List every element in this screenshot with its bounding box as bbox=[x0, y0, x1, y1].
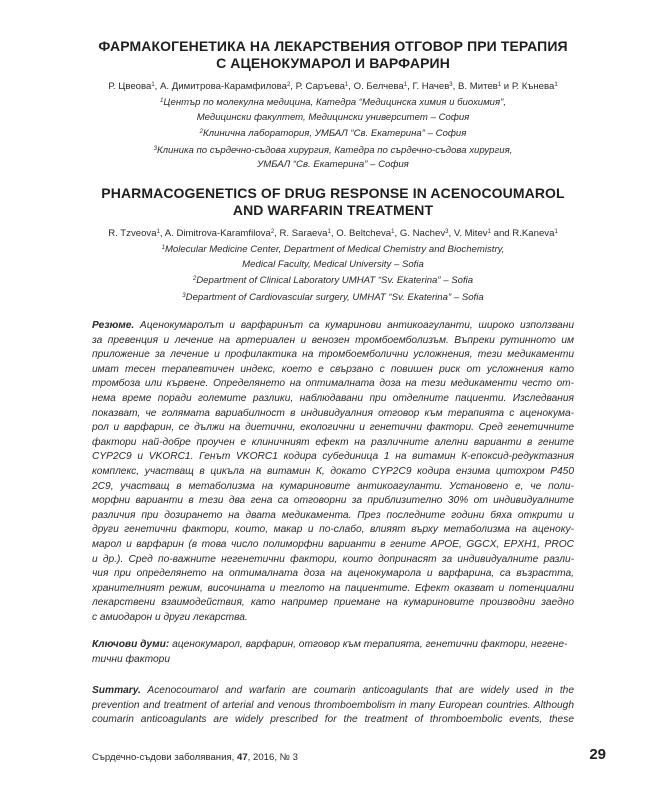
summary-line bbox=[92, 713, 574, 728]
affiliation-text: Molecular Medicine Center, Department of Medical Chemistry and Biochemistry, bbox=[164, 244, 505, 255]
en-title-line-1: PHARMACOGENETICS OF DRUG RESPONSE IN ACENOCOUMAROL bbox=[101, 185, 565, 201]
author-affiliation-mark: 1 bbox=[344, 82, 349, 88]
author-affiliation-mark: 1 bbox=[497, 82, 502, 88]
abstract-line-text: имат тесен терапевтичен индекс, което е свързано с повишен риск от усложнения като bbox=[92, 363, 574, 375]
affiliation-line bbox=[0, 258, 666, 273]
author-affiliation-mark: 1 bbox=[391, 229, 395, 235]
footer-journal-name: Сърдечно-съдови заболявания, bbox=[92, 752, 237, 763]
abstract-line bbox=[92, 611, 574, 626]
author-affiliation-mark: 1 bbox=[327, 229, 331, 235]
affiliation-line bbox=[0, 272, 666, 289]
author-affiliation-mark: 1 bbox=[156, 229, 160, 235]
keywords-lead: Ключови думи: bbox=[92, 639, 170, 650]
author-name: R. Tzveova bbox=[108, 228, 157, 239]
abstract-line bbox=[92, 553, 574, 568]
author-name: G. Nachev bbox=[399, 228, 446, 239]
abstract-line bbox=[92, 436, 574, 451]
author-affiliation-mark: 3 bbox=[449, 82, 453, 88]
abstract-line-text: различия при дозирането на двата медикамента. През последните години бяха открити и bbox=[92, 509, 574, 521]
summary-line bbox=[92, 699, 574, 714]
abstract-line bbox=[92, 348, 574, 363]
abstract-line-text: с амиодарон и други лекарства. bbox=[92, 611, 248, 623]
bg-title-line-2: С АЦЕНОКУМАРОЛ И ВАРФАРИН bbox=[216, 55, 450, 71]
abstract-line bbox=[92, 494, 574, 509]
abstract-line-text: рол и варфарин, се дължи на диетични, екологични и генетични фактори. Сред генетичните bbox=[92, 422, 574, 434]
abstract-line-text: морфни варианти в тези два гена са отговорни за приблизително 30% от индивидуалните bbox=[92, 495, 574, 507]
bg-affiliations bbox=[0, 94, 666, 173]
abstract-line-text: за превенция и лечение на артериален и венозен тромбоемболизъм. Въпреки рутинното им bbox=[92, 334, 574, 346]
author-affiliation-mark: 1 bbox=[151, 82, 155, 88]
summary-line-text: prevention and treatment of arterial and venous thromboembolism in many European countries. Although bbox=[92, 699, 574, 711]
page-number: 29 bbox=[589, 746, 606, 763]
affiliation-mark: 3 bbox=[153, 145, 157, 152]
abstract-line-text: тромбоза или кървене. Определянето на оптималната доза на тези медикаменти често от- bbox=[92, 378, 574, 390]
author-name: Г. Начев bbox=[412, 81, 450, 92]
abstract-line-text: показват, че голямата вариабилност в индивидуалния отговор към терапията с аценокума- bbox=[92, 407, 574, 419]
author-affiliation-mark: 2 bbox=[270, 229, 275, 235]
author-affiliation-mark: 1 bbox=[403, 82, 408, 88]
keywords-line-2: тични фактори bbox=[92, 653, 170, 665]
affiliation-line bbox=[0, 241, 666, 258]
affiliation-mark: 2 bbox=[192, 276, 197, 282]
summary-line-text: Acenocoumarol and warfarin are coumarin anticoagulants that are widely used in the bbox=[140, 685, 574, 696]
affiliation-line bbox=[0, 289, 666, 306]
abstract-line bbox=[92, 363, 574, 378]
abstract-lead: Резюме. bbox=[92, 320, 135, 331]
author-name: О. Белчева bbox=[353, 81, 404, 92]
abstract-line-text: приложение за лечение и профилактика на тромбоемболични усложнения, тези медикаменти bbox=[92, 349, 574, 361]
abstract-line-text: лекарствени взаимодействия, като например приемане на кумариновите производни заедно bbox=[92, 597, 574, 609]
abstract-line-text: и др.). Сред по-важните негенетични фактори, които допринасят за индивидуалните разли- bbox=[92, 553, 574, 565]
keywords-text-1: аценокумарол, варфарин, отговор към терапията, генетични фактори, негене- bbox=[169, 639, 568, 650]
author-name: R.Kaneva bbox=[512, 228, 555, 239]
affiliation-text: Медицински факултет, Медицински университет – София bbox=[196, 111, 470, 123]
affiliation-text: Клинична лаборатория, УМБАЛ “Св. Екатерина” – София bbox=[202, 128, 467, 139]
en-title-line-2: AND WARFARIN TREATMENT bbox=[232, 202, 434, 218]
author-name: А. Димитрова-Карамфилова bbox=[160, 81, 287, 92]
author-name: Р. Саръева bbox=[295, 81, 345, 92]
en-affiliations bbox=[0, 241, 666, 305]
affiliation-text: Център по молекулна медицина, Катедра “Медицинска химия и биохимия”, bbox=[163, 97, 506, 108]
author-name: O. Beltcheva bbox=[336, 228, 392, 239]
abstract-line bbox=[92, 523, 574, 538]
abstract-line-text: комплекс, участващ в цикъла на витамин К, докато CYP2C9 кодира ензима цитохром P450 bbox=[92, 465, 574, 477]
abstract-line bbox=[92, 567, 574, 582]
abstract-line-text: 2C9, участващ в метаболизма на кумариновите антикоагуланти. Установено е, че поли- bbox=[92, 480, 574, 492]
summary-line bbox=[92, 684, 574, 699]
abstract-line bbox=[92, 509, 574, 524]
abstract-line bbox=[92, 421, 574, 436]
abstract-line-text: нема време поради големите разлики, наблюдавани при отделните пациенти. Изследвания bbox=[92, 392, 574, 404]
author-affiliation-mark: 1 bbox=[487, 229, 491, 235]
author-affiliation-mark: 1 bbox=[554, 82, 558, 88]
summary-lead: Summary. bbox=[92, 685, 141, 696]
author-affiliation-mark: 1 bbox=[554, 229, 558, 235]
summary bbox=[92, 684, 574, 728]
affiliation-text: Клиника по сърдечно-съдова хирургия, Катедра по сърдечно-съдова хирургия, bbox=[156, 144, 513, 156]
abstract-line bbox=[92, 480, 574, 495]
author-name: V. Mitev bbox=[453, 228, 488, 239]
abstract-line bbox=[92, 538, 574, 553]
author-name: A. Dimitrova-Karamfilova bbox=[164, 228, 271, 239]
keywords bbox=[92, 638, 574, 667]
abstract-line bbox=[92, 377, 574, 392]
affiliation-text: Department of Clinical Laboratory UMHAT “Sv. Ekaterina” – Sofia bbox=[196, 275, 474, 286]
author-name: Р. Цвеова bbox=[108, 81, 152, 92]
abstract-line bbox=[92, 465, 574, 480]
affiliation-line bbox=[0, 94, 666, 111]
abstract bbox=[92, 319, 574, 625]
footer-journal bbox=[92, 752, 298, 763]
affiliation-line bbox=[0, 125, 666, 142]
summary-line-text: coumarin anticoagulants are widely prescribed for the treatment of thromboembolic events, these bbox=[92, 714, 574, 726]
abstract-line bbox=[92, 319, 574, 334]
abstract-line bbox=[92, 596, 574, 611]
abstract-line-text: марол и варфарин (в това число полиморфни варианти в гените APOE, GGCX, EPXH1, PROC bbox=[92, 538, 574, 550]
abstract-line bbox=[92, 450, 574, 465]
affiliation-mark: 1 bbox=[160, 98, 164, 104]
abstract-line-text: други генетични фактори, които, макар и по-слабо, влияят върху метаболизма на аценоку- bbox=[92, 524, 574, 536]
author-affiliation-mark: 2 bbox=[286, 82, 291, 88]
bg-title-line-1: ФАРМАКОГЕНЕТИКА НА ЛЕКАРСТВЕНИЯ ОТГОВОР ПРИ ТЕРАПИЯ bbox=[98, 38, 568, 54]
affiliation-text: УМБАЛ “Св. Екатерина” – София bbox=[257, 159, 409, 170]
en-title bbox=[0, 185, 666, 219]
affiliation-mark: 2 bbox=[199, 129, 203, 135]
keywords-line-1 bbox=[92, 638, 574, 653]
affiliation-text: Department of Cardiovascular surgery, UMHAT “Sv. Ekaterina” – Sofia bbox=[185, 291, 484, 303]
abstract-line-text: чия при определянето на оптималната доза на аценокумарола и варфарина, са възрастта, bbox=[92, 568, 574, 580]
abstract-line-text: фактори най-добре проучен е клиничният ефект на различните алелни варианти в гените bbox=[92, 436, 574, 448]
abstract-line bbox=[92, 582, 574, 597]
author-name: R. Saraeva bbox=[279, 228, 328, 239]
affiliation-line bbox=[0, 158, 666, 173]
abstract-line-text: CYP2C9 и VKORC1. Генът VKORC1 кодира субединица 1 на витамин К-епоксид-редуктазния bbox=[92, 451, 574, 463]
bg-authors: Р. Цвеова$^1$, А. Димитрова-Карамфилова$^2$, Р. Саръева$^1$, О. Белчева$^1$, Г. Начев$^3$, В. Митев$^1$ и Р. Кънева$^1$ bbox=[108, 81, 558, 92]
author-affiliation-mark: 3 bbox=[445, 229, 449, 235]
author-name: В. Митев bbox=[457, 81, 498, 92]
footer-volume: 47 bbox=[236, 752, 248, 763]
abstract-line-text: хранителният режим, височината и теглото на пациентите. Ефект оказват и потенциални bbox=[92, 582, 574, 594]
affiliation-mark: 3 bbox=[182, 292, 186, 299]
affiliation-text: Medical Faculty, Medical University – Sofia bbox=[242, 258, 424, 270]
affiliation-mark: 1 bbox=[161, 245, 165, 251]
affiliation-line bbox=[0, 142, 666, 159]
affiliation-line bbox=[0, 111, 666, 126]
en-authors: R. Tzveova$^1$, A. Dimitrova-Karamfilova$^2$, R. Saraeva$^1$, O. Beltcheva$^1$, G. Nachev$^3$, V. Mitev$^1$ and R.Kaneva$^1$ bbox=[108, 228, 558, 239]
footer-year-issue: , 2016, № 3 bbox=[247, 752, 298, 763]
abstract-line-text: Аценокумаролът и варфаринът са кумаринови антикоагуланти, широко използвани bbox=[134, 320, 574, 331]
bg-title bbox=[0, 38, 666, 72]
abstract-line bbox=[92, 392, 574, 407]
abstract-line bbox=[92, 407, 574, 422]
author-name: Р. Кънева bbox=[511, 81, 555, 92]
abstract-line bbox=[92, 334, 574, 349]
